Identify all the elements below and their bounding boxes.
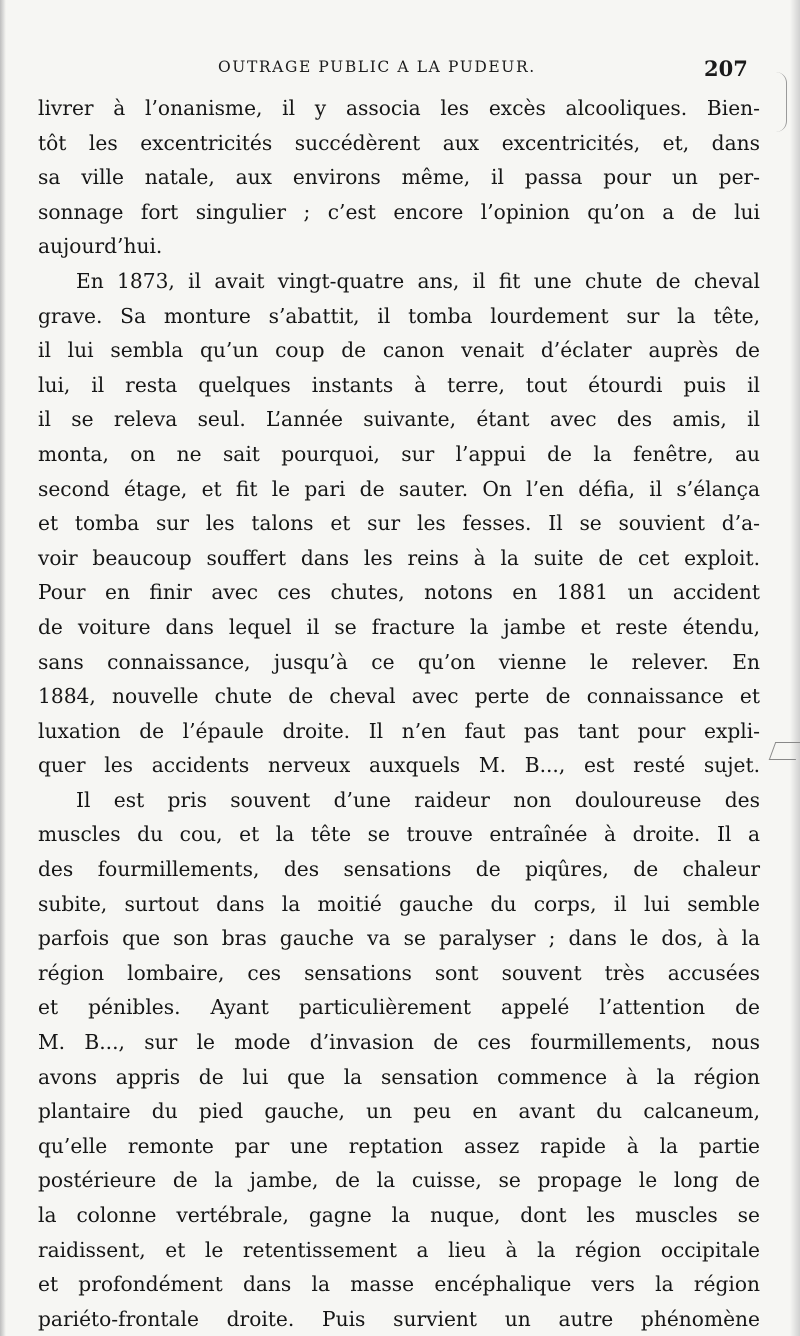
text-line: tôt les excentricités succédèrent aux excentricités, et, dans	[38, 130, 760, 155]
text-line: il lui sembla qu’un coup de canon venait d’éclater auprès de	[38, 338, 760, 363]
text-line: lui, il resta quelques instants à terre, tout étourdi puis il	[38, 372, 760, 397]
text-line: second étage, et fit le pari de sauter. On l’en défia, il s’élança	[38, 476, 760, 501]
text-line: parfois que son bras gauche va se paralyser ; dans le dos, à la	[38, 926, 760, 951]
text-line: luxation de l’épaule droite. Il n’en faut pas tant pour expli-	[38, 718, 760, 743]
text-line: de voiture dans lequel il se fracture la jambe et reste étendu,	[38, 614, 760, 639]
text-line: la colonne vertébrale, gagne la nuque, dont les muscles se	[38, 1203, 760, 1227]
running-head	[0, 56, 800, 86]
text-line: plantaire du pied gauche, un peu en avant du calcaneum,	[38, 1099, 760, 1124]
text-line: qu’elle remonte par une reptation assez rapide à la partie	[38, 1133, 760, 1158]
text-line: sonnage fort singulier ; c’est encore l’opinion qu’on a de lui	[38, 199, 760, 224]
page-left-shadow	[0, 0, 6, 1336]
text-line: aujourd’hui.	[38, 234, 163, 259]
text-line: il se releva seul. L’année suivante, étant avec des amis, il	[38, 407, 760, 432]
text-line: voir beaucoup souffert dans les reins à la suite de cet exploit.	[38, 545, 760, 570]
text-line: Pour en finir avec ces chutes, notons en 1881 un accident	[38, 580, 760, 605]
text-line: En 1873, il avait vingt-quatre ans, il fit une chute de cheval	[76, 268, 760, 293]
text-line: postérieure de la jambe, de la cuisse, se propage le long de	[38, 1168, 760, 1193]
text-line: sa ville natale, aux environs même, il passa pour un per-	[38, 165, 760, 190]
text-line: Il est pris souvent d’une raideur non douloureuse des	[76, 787, 760, 812]
margin-pencil-mark	[776, 72, 787, 132]
text-line: monta, on ne sait pourquoi, sur l’appui de la fenêtre, au	[38, 441, 760, 466]
text-line: grave. Sa monture s’abattit, il tomba lourdement sur la tête,	[38, 303, 760, 328]
page-number: 207	[704, 56, 748, 81]
text-line: muscles du cou, et la tête se trouve entraînée à droite. Il a	[38, 822, 760, 847]
text-line: M. B..., sur le mode d’invasion de ces fourmillements, nous	[38, 1030, 760, 1055]
text-line: et profondément dans la masse encéphalique vers la région	[38, 1272, 760, 1297]
text-line: région lombaire, ces sensations sont souvent très accusées	[38, 960, 760, 985]
text-line: et pénibles. Ayant particulièrement appelé l’attention de	[38, 995, 760, 1020]
text-line: avons appris de lui que la sensation commence à la région	[38, 1064, 760, 1089]
text-line: livrer à l’onanisme, il y associa les excès alcooliques. Bien-	[38, 96, 760, 120]
text-line: subite, surtout dans la moitié gauche du corps, il lui semble	[38, 891, 760, 916]
text-line: raidissent, et le retentissement a lieu à la région occipitale	[38, 1237, 760, 1262]
text-line: des fourmillements, des sensations de piqûres, de chaleur	[38, 857, 760, 882]
text-line: pariéto-frontale droite. Puis survient un autre phénomène	[38, 1306, 760, 1331]
running-title: OUTRAGE PUBLIC A LA PUDEUR.	[218, 58, 536, 76]
body-text	[38, 91, 760, 1336]
text-line: 1884, nouvelle chute de cheval avec perte de connaissance et	[38, 684, 760, 709]
page-right-shadow	[790, 0, 800, 1336]
text-line: sans connaissance, jusqu’à ce qu’on vienne le relever. En	[38, 649, 760, 674]
text-line: quer les accidents nerveux auxquels M. B..., est resté sujet.	[38, 753, 760, 778]
text-line: et tomba sur les talons et sur les fesses. Il se souvient d’a-	[38, 511, 760, 536]
margin-arrow-mark	[769, 742, 800, 760]
